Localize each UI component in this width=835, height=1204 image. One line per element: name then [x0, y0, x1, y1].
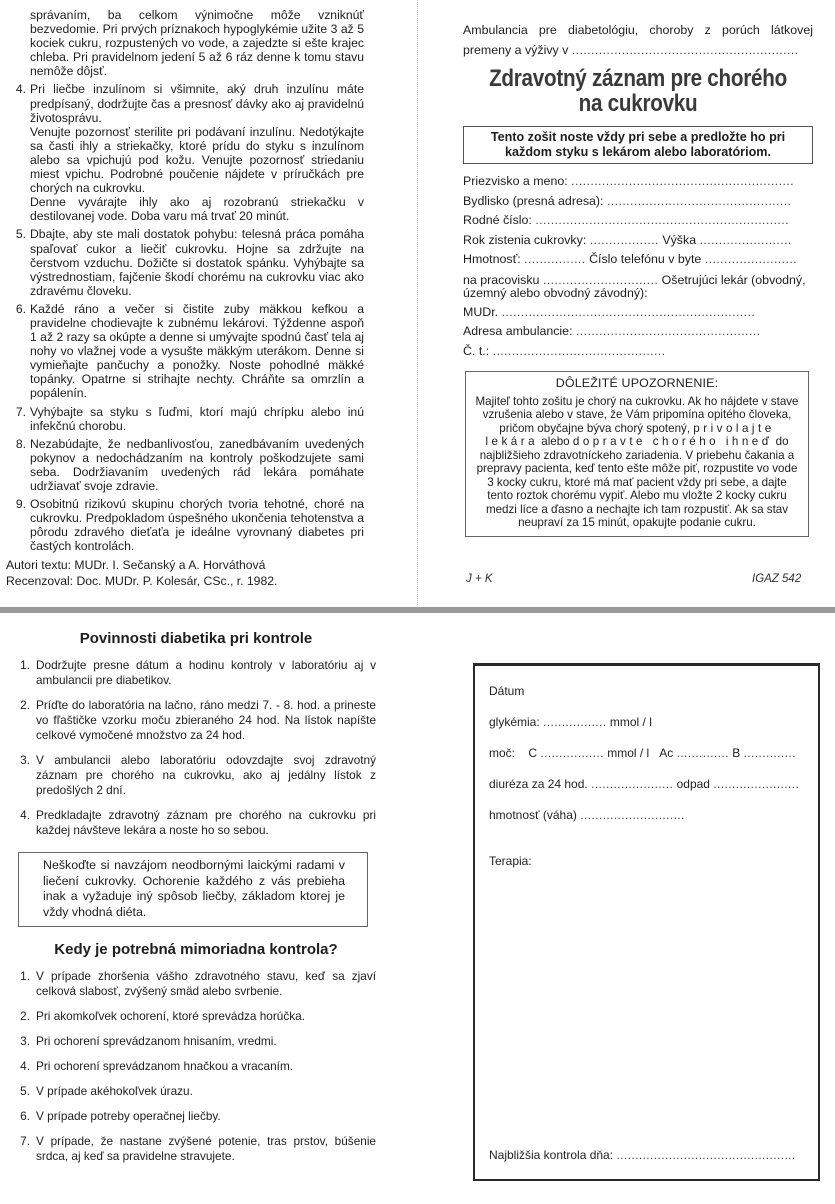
list-item: 7. Vyhýbajte sa styku s ľuďmi, ktorí majú chrípku alebo inú infekčnú chorobu.	[15, 404, 364, 433]
record-urine[interactable]: moč: C ................. mmol / l Ac .............. B ..............	[489, 746, 796, 760]
duty-item: 4. Predkladajte zdravotný záznam pre chorého na cukrovku pri každej návšteve lekára a noste ho so sebou.	[20, 808, 376, 837]
record-next-check[interactable]: Najbližšia kontrola dňa: ................................................	[489, 1148, 796, 1162]
publisher-mark: J + K	[466, 573, 493, 585]
credits	[6, 557, 364, 589]
record-date[interactable]: Dátum	[489, 684, 525, 698]
case-item: 5. V prípade akéhokoľvek úrazu.	[20, 1084, 193, 1098]
visit-record-box	[473, 663, 820, 1181]
field-mudr[interactable]: MUDr. ..................................................................	[463, 304, 756, 319]
extra-check-list	[16, 969, 376, 1164]
duties-heading: Povinnosti diabetika pri kontrole	[79, 630, 313, 647]
list-item: 6. Každé ráno a večer si čistite zuby mäkkou kefkou a pravidelne chodievajte k zubnému lekárovi. Týždenne aspoň 1 až 2 razy sa okúpte a denne si umývajte spodnú časť tela aj nohy vo vlažnej vode a vysušte mäkkým uterákom. Denne si vymieňajte pančuchy a ponožky. Noste pohodlné mäkké topánky. Opatrne si strihajte nechty. Chráňte sa omrzlín a popálenín.	[15, 301, 364, 401]
field-phone-number[interactable]: Č. t.: .............................................	[463, 343, 666, 358]
duty-item: 3. V ambulancii alebo laboratóriu odovzdajte svoj zdravotný záznam pre chorého na cukrovku, ako aj jedálny lístok z predošlých 2 dní.	[20, 753, 376, 797]
upper-left-page	[6, 8, 364, 589]
record-diuresis[interactable]: diuréza za 24 hod. ...................... odpad .......................	[489, 777, 800, 791]
list-item: 9. Osobitnú rizikovú skupinu chorých tvoria tehotné, choré na cukrovku. Predpokladom úspešného ukončenia tehotenstva a pôrodu zdravého dieťaťa je ideálne vyrovnaný diabetes pri častých kontrolách.	[15, 497, 364, 554]
case-item: 1. V prípade zhoršenia vášho zdravotného stavu, keď sa zjaví celková slabosť, zvýšený smäd alebo svrbenie.	[20, 969, 376, 998]
ambulance-line: Ambulancia pre diabetológiu, choroby z porúch látkovej premeny a výživy v ...........................................................	[463, 23, 813, 57]
case-item: 4. Pri ochorení sprevádzanom hnačkou a vracaním.	[20, 1059, 294, 1073]
field-birth-number[interactable]: Rodné číslo: ..................................................................	[463, 213, 789, 227]
document-title: Zdravotný záznam pre chorého na cukrovku	[489, 65, 787, 117]
duty-item: 1. Dodržujte presne dátum a hodinu kontroly v laboratóriu aj v ambulancii pre diabetikov.	[20, 658, 376, 687]
important-warning-box	[465, 371, 809, 537]
duty-item: 2. Príďte do laboratória na lačno, ráno medzi 7. - 8. hod. a prineste vo fľaštičke vzorku moču zbieraného 24 hod. Na lístok napíšte celkové vymočené množstvo za 24 hod.	[20, 698, 376, 742]
field-address[interactable]: Bydlisko (presná adresa): ................................................	[463, 193, 792, 208]
carry-notice-box: Tento zošit noste vždy pri sebe a predložte ho pri každom styku s lekárom alebo laboratóriom.	[463, 126, 813, 164]
record-glycemia[interactable]: glykémia: ................. mmol / l	[489, 715, 652, 729]
field-weight-and-phone[interactable]: Hmotnosť: ................ Číslo telefónu v byte ........................	[463, 252, 798, 266]
field-name[interactable]: Priezvisko a meno: ..........................................................	[463, 174, 795, 188]
reviewer: Recenzoval: Doc. MUDr. P. Kolesár, CSc., r. 1982.	[6, 574, 278, 589]
case-item: 2. Pri akomkoľvek ochorení, ktoré sprevádza horúčka.	[20, 1009, 305, 1023]
list-item: 5. Dbajte, aby ste mali dostatok pohybu: telesná práca pomáha spaľovať cukor a liečiť cukrovku. Hojne sa zdržujte na čerstvom vzduchu. Dožičte si dostatok spánku. Vyhýbajte sa výstrednostiam, fajčenie škodí chorému na cukrovku viac ako zdravému človeku.	[15, 227, 364, 298]
form-code: IGAZ 542	[752, 573, 802, 585]
case-item: 3. Pri ochorení sprevádzanom hnisaním, vredmi.	[20, 1034, 277, 1048]
field-work-and-doctor[interactable]: na pracovisku .............................. Ošetrujúci lekár (obvodný, územný alebo obvodný závodný):	[463, 273, 806, 300]
list-item: 4. Pri liečbe inzulínom si všimnite, aký druh inzulínu máte predpísaný, dodržujte čas a presnosť dávky ako aj pravidelnú životosprávu. Venujte pozornosť sterilite pri podávaní inzulínu. Nedotýkajte sa časti ihly a striekačky, ktoré prídu do styku s inzulínom alebo sa vpichujú pod kožu. Venujte pozornosť striedaniu miest vpichu. Podrobné poučenie nájdete v príručkách pre chorých na cukrovku. Denne vyvárajte ihly ako aj rozobranú striekačku v destilovanej vode. Doba varu má trvať 20 minút.	[15, 82, 364, 224]
advice-box: Neškoďte si navzájom neodbornými laickými radami v liečení cukrovky. Ochorenie každého z vás prebieha inak a vyžaduje iný spôsob liečby, základom ktorej je vždy vhodná diéta.	[18, 852, 368, 927]
cover-page	[463, 20, 813, 537]
record-therapy[interactable]: Terapia:	[489, 854, 532, 868]
case-item: 7. V prípade, že nastane zvýšené potenie, tras prstov, búšenie srdca, aj keď sa pravidelne stravujete.	[20, 1134, 376, 1163]
continued-paragraph: správaním, ba celkom výnimočne môže vzniknúť bezvedomie. Pri prvých príznakoch hypoglykémie užite 3 až 5 kociek cukru, rozpustených vo vode, a zajedzte si ešte krajec chleba. Pri pravidelnom jedení 5 až 6 ráz denne k tomu stavu nemôže dôjsť.	[30, 8, 364, 79]
patient-fields	[463, 172, 813, 361]
duties-page	[16, 630, 376, 1164]
extra-check-heading: Kedy je potrebná mimoriadna kontrola?	[54, 941, 338, 958]
case-item: 6. V prípade potreby operačnej liečby.	[20, 1109, 221, 1123]
warning-title: DÔLEŽITÉ UPOZORNENIE:	[555, 376, 719, 390]
field-year-and-height[interactable]: Rok zistenia cukrovky: .................. Výška ........................	[463, 232, 792, 247]
warning-text: Majiteľ tohto zošitu je chorý na cukrovku. Ak ho nájdete v stave vzrušenia alebo v stave, že Vám pripomína opitého človeka, pričom obyčajne býva chorý spotený, privolajte lekára alebo dopravte chorého ihneď do najbližšieho zdravotníckeho zariadenia. V priebehu čakania a prepravy pacienta, keď tento ešte môže piť, rozpustite vo vode 3 kocky cukru, ktoré má mať pacient vždy pri sebe, a dajte tento roztok chorému vypiť. Alebo mu vložte 2 kocky cukru medzi líce a ďasno a nechajte ich tam rozpustiť. Ak sa stav neupraví za 15 minút, opakujte podanie cukru.	[475, 394, 799, 529]
horizontal-page-divider	[0, 607, 835, 613]
authors: Autori textu: MUDr. I. Sečanský a A. Horváthová	[6, 558, 266, 573]
field-clinic-address[interactable]: Adresa ambulancie: ................................................	[463, 324, 761, 338]
record-weight[interactable]: hmotnosť (váha) ............................	[489, 808, 685, 822]
list-item: 8. Nezabúdajte, že nedbanlivosťou, zanedbávaním uvedených pokynov a nedochádzaním na kontroly poškodzujete sami seba. Dodržiavaním uvedených rád lekára pomáhate udržiavať svoje zdravie.	[15, 436, 364, 493]
vertical-fold-line	[417, 0, 418, 605]
